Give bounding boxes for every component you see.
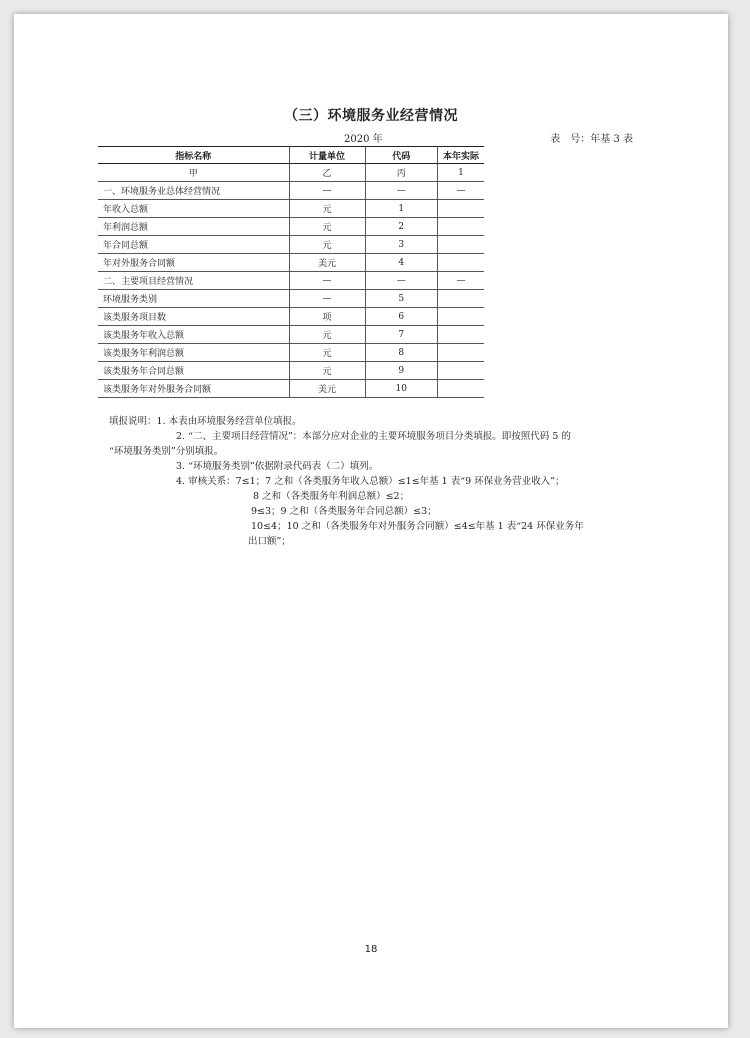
cell-name: 年收入总额 xyxy=(98,200,289,218)
cell-unit: 乙 xyxy=(289,164,365,182)
cell-unit: 元 xyxy=(289,326,365,344)
cell-value xyxy=(437,380,484,398)
table-row xyxy=(98,326,484,344)
cell-code: 2 xyxy=(365,218,437,236)
table-number: 表 号：年基 3 表 xyxy=(550,134,633,145)
page-number: 18 xyxy=(364,944,378,955)
cell-name: 一、环境服务业总体经营情况 xyxy=(98,182,289,200)
cell-value: — xyxy=(437,182,484,200)
header-actual: 本年实际 xyxy=(437,147,484,164)
cell-unit: — xyxy=(289,182,365,200)
cell-code: 3 xyxy=(365,236,437,254)
cell-name: 该类服务年合同总额 xyxy=(98,362,289,380)
cell-value xyxy=(437,362,484,380)
cell-value xyxy=(437,254,484,272)
note-line: 2. “二、主要项目经营情况”：本部分应对企业的主要环境服务项目分类填报。即按照代码 5 的 xyxy=(176,431,571,442)
table-header-row xyxy=(98,147,484,164)
cell-name: 甲 xyxy=(98,164,289,182)
table-row xyxy=(98,308,484,326)
cell-unit: 元 xyxy=(289,218,365,236)
cell-name: 年利润总额 xyxy=(98,218,289,236)
cell-name: 该类服务年利润总额 xyxy=(98,344,289,362)
cell-value: 1 xyxy=(437,164,484,182)
cell-code: 9 xyxy=(365,362,437,380)
cell-code: 5 xyxy=(365,290,437,308)
cell-value xyxy=(437,308,484,326)
cell-name: 该类服务年对外服务合同额 xyxy=(98,380,289,398)
cell-name: 该类服务年收入总额 xyxy=(98,326,289,344)
cell-unit: 元 xyxy=(289,344,365,362)
cell-value xyxy=(437,290,484,308)
note-line: 8 之和（各类服务年利润总额）≤2； xyxy=(253,491,410,502)
cell-value: — xyxy=(437,272,484,290)
header-code: 代码 xyxy=(365,147,437,164)
cell-unit: 项 xyxy=(289,308,365,326)
cell-name: 该类服务项目数 xyxy=(98,308,289,326)
cell-unit: 元 xyxy=(289,362,365,380)
table-row xyxy=(98,344,484,362)
table-row xyxy=(98,272,484,290)
header-indicator-name: 指标名称 xyxy=(98,147,289,164)
cell-code: 7 xyxy=(365,326,437,344)
table-row xyxy=(98,380,484,398)
report-year: 2020 年 xyxy=(344,134,383,145)
table-row xyxy=(98,236,484,254)
table-row xyxy=(98,218,484,236)
cell-name: 年对外服务合同额 xyxy=(98,254,289,272)
cell-code: 6 xyxy=(365,308,437,326)
cell-name: 年合同总额 xyxy=(98,236,289,254)
cell-unit: — xyxy=(289,290,365,308)
table-row xyxy=(98,200,484,218)
note-line: 填报说明：1. 本表由环境服务经营单位填报。 xyxy=(109,416,302,427)
cell-value xyxy=(437,236,484,254)
note-line: 4. 审核关系：7≤1；7 之和（各类服务年收入总额）≤1≤年基 1 表“9 环保业务营业收入”； xyxy=(176,476,565,487)
note-line: “环境服务类别”分别填报。 xyxy=(109,446,224,457)
cell-unit: 元 xyxy=(289,236,365,254)
cell-code: — xyxy=(365,272,437,290)
page-title: （三）环境服务业经营情况 xyxy=(284,108,458,124)
cell-unit: 美元 xyxy=(289,380,365,398)
cell-unit: — xyxy=(289,272,365,290)
cell-value xyxy=(437,344,484,362)
table-row xyxy=(98,164,484,182)
note-line: 10≤4；10 之和（各类服务年对外服务合同额）≤4≤年基 1 表“24 环保业务年 xyxy=(251,521,584,532)
indicator-table xyxy=(98,146,484,398)
cell-code: 10 xyxy=(365,380,437,398)
cell-value xyxy=(437,200,484,218)
note-line: 出口额”； xyxy=(248,536,291,547)
cell-code: 丙 xyxy=(365,164,437,182)
document-page xyxy=(14,14,728,1028)
table-row xyxy=(98,254,484,272)
cell-value xyxy=(437,218,484,236)
cell-code: 4 xyxy=(365,254,437,272)
cell-unit: 美元 xyxy=(289,254,365,272)
table-row xyxy=(98,182,484,200)
table-row xyxy=(98,290,484,308)
cell-unit: 元 xyxy=(289,200,365,218)
cell-code: 8 xyxy=(365,344,437,362)
cell-code: — xyxy=(365,182,437,200)
note-line: 9≤3；9 之和（各类服务年合同总额）≤3； xyxy=(251,506,437,517)
cell-name: 二、主要项目经营情况 xyxy=(98,272,289,290)
header-unit: 计量单位 xyxy=(289,147,365,164)
cell-value xyxy=(437,326,484,344)
table-row xyxy=(98,362,484,380)
cell-name: 环境服务类别 xyxy=(98,290,289,308)
cell-code: 1 xyxy=(365,200,437,218)
note-line: 3. “环境服务类别”依据附录代码表（二）填列。 xyxy=(176,461,379,472)
filling-instructions xyxy=(109,414,669,549)
